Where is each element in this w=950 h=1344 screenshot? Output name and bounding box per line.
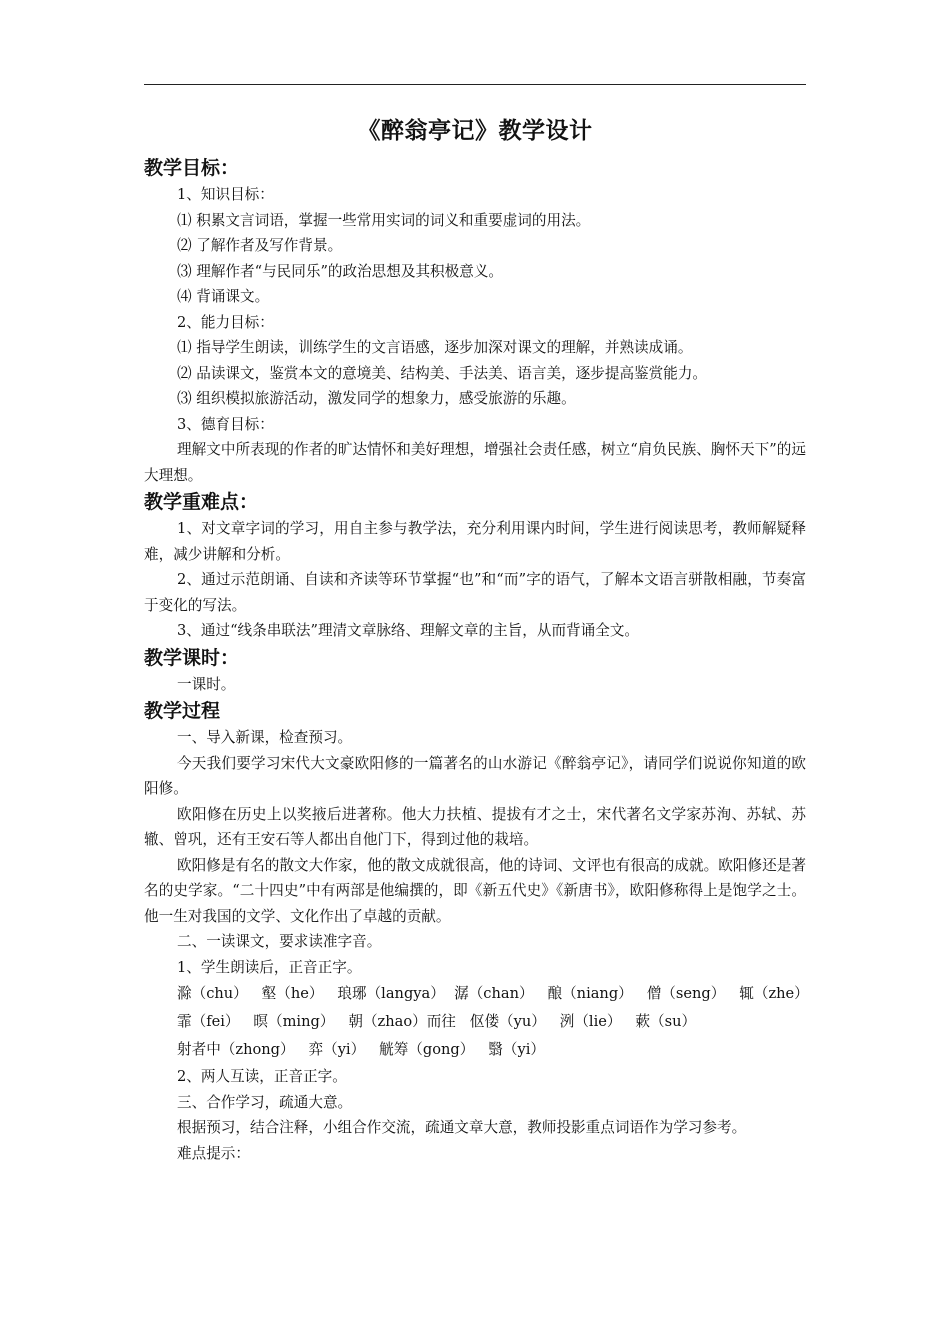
moral-label: 3、德育目标： bbox=[177, 415, 274, 433]
section-heading-keypoints: 教学重难点： bbox=[144, 491, 259, 513]
ability-item: ⑴ 指导学生朗读，训练学生的文言语感，逐步加深对课文的理解，并熟读成诵。 bbox=[177, 339, 693, 356]
ability-label: 2、能力目标： bbox=[177, 313, 274, 331]
pronunciation-line: 滁（chu） 壑（he） 琅琊（langya） 潺（chan） 酿（niang） 僧（seng） 辄（zhe） bbox=[177, 985, 809, 1002]
hint-label: 难点提示： bbox=[177, 1144, 250, 1162]
process-paragraph: 欧阳修是有名的散文大作家，他的散文成就很高，他的诗词、文评也有很高的成就。欧阳修还是著名的史学家。“二十四史”中有两部是他编撰的，即《新五代史》《新唐书》，欧阳修称得上是饱学之士。他一生对我国的文学、文化作出了卓越的贡献。 bbox=[144, 856, 806, 925]
step-2-sub-1: 1、学生朗读后，正音正字。 bbox=[177, 958, 362, 976]
step-2-sub-2: 2、两人互读，正音正字。 bbox=[177, 1068, 347, 1085]
knowledge-item: ⑴ 积累文言词语，掌握一些常用实词的词义和重要虚词的用法。 bbox=[177, 211, 591, 229]
pronunciation-line: 射者中（zhong） 弈（yi） 觥筹（gong） 翳（yi） bbox=[177, 1041, 545, 1058]
section-heading-hours: 教学课时： bbox=[144, 646, 240, 669]
ability-item: ⑶ 组织模拟旅游活动，激发同学的想象力，感受旅游的乐趣。 bbox=[177, 390, 576, 407]
knowledge-label: 1、知识目标： bbox=[177, 186, 274, 203]
knowledge-item: ⑷ 背诵课文。 bbox=[177, 288, 270, 305]
ability-item: ⑵ 品读课文，鉴赏本文的意境美、结构美、手法美、语言美，逐步提高鉴赏能力。 bbox=[177, 364, 708, 382]
header-rule bbox=[144, 84, 806, 85]
section-heading-objectives: 教学目标： bbox=[144, 157, 240, 179]
section-heading-process: 教学过程 bbox=[144, 700, 221, 722]
process-paragraph: 根据预习，结合注释，小组合作交流，疏通文章大意，教师投影重点词语作为学习参考。 bbox=[177, 1119, 747, 1136]
step-3-title: 三、合作学习，疏通大意。 bbox=[177, 1093, 353, 1111]
step-1-title: 一、导入新课，检查预习。 bbox=[177, 729, 353, 746]
knowledge-item: ⑵ 了解作者及写作背景。 bbox=[177, 237, 343, 254]
keypoint-item: 1、对文章字词的学习，用自主参与教学法，充分利用课内时间，学生进行阅读思考，教师解疑释难，减少讲解和分析。 bbox=[144, 520, 806, 563]
knowledge-item: ⑶ 理解作者“与民同乐”的政治思想及其积极意义。 bbox=[177, 262, 504, 280]
page-title: 《醉翁亭记》教学设计 bbox=[357, 117, 593, 144]
keypoint-item: 3、通过“线条串联法”理清文章脉络、理解文章的主旨，从而背诵全文。 bbox=[177, 622, 640, 639]
moral-text: 理解文中所表现的作者的旷达情怀和美好理想，增强社会责任感，树立“肩负民族、胸怀天下”的远大理想。 bbox=[144, 441, 806, 484]
step-2-title: 二、一读课文，要求读准字音。 bbox=[177, 933, 382, 950]
document-body bbox=[144, 114, 809, 1166]
process-paragraph: 欧阳修在历史上以奖掖后进著称。他大力扶植、提拔有才之士，宋代著名文学家苏洵、苏轼、苏辙、曾巩，还有王安石等人都出自他门下，得到过他的栽培。 bbox=[144, 805, 806, 848]
hours-text: 一课时。 bbox=[177, 675, 236, 693]
process-paragraph: 今天我们要学习宋代大文豪欧阳修的一篇著名的山水游记《醉翁亭记》，请同学们说说你知道的欧阳修。 bbox=[144, 754, 806, 797]
keypoint-item: 2、通过示范朗诵、自读和齐读等环节掌握“也”和“而”字的语气，了解本文语言骈散相融，节奏富于变化的写法。 bbox=[144, 571, 806, 614]
pronunciation-line: 霏（fei） 暝（ming） 朝（zhao）而往 伛偻（yu） 洌（lie） 蔌（su） bbox=[177, 1013, 697, 1030]
